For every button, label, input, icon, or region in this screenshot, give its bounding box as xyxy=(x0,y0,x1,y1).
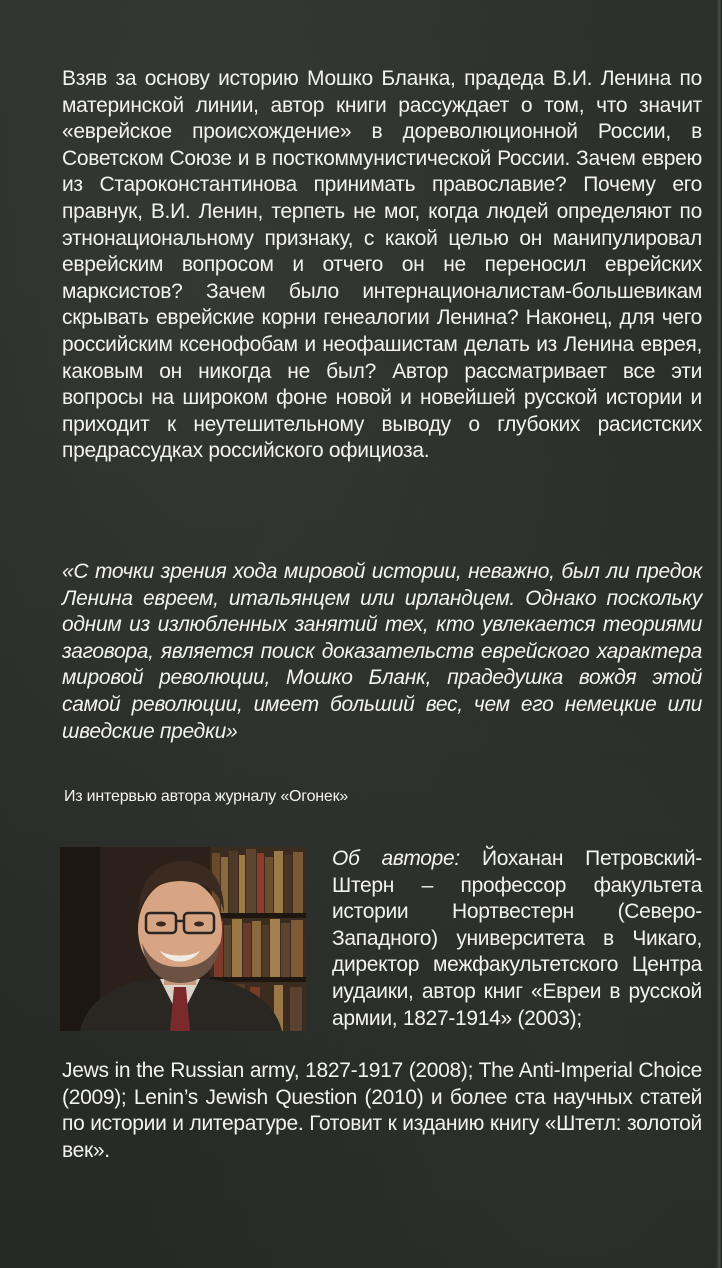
about-author-intro xyxy=(332,846,702,1032)
quote-source: Из интервью автора журналу «Огонек» xyxy=(64,788,349,805)
cover-spine-edge xyxy=(716,0,722,1268)
about-author-label: Об авторе: xyxy=(332,847,460,870)
author-quote: «С точки зрения хода мировой истории, неважно, был ли предок Ленина евреем, итальянцем или ирландцем. Однако поскольку одним из излюбленных занятий тех, кто увлекается теориями заговора, является поиск доказательств еврейского характера мировой революции, Мошко Бланк, прадедушка вождя этой самой революции, имеет больший вес, чем его немецкие или шведские предки» xyxy=(62,560,702,743)
book-annotation: Взяв за основу историю Мошко Бланка, прадеда В.И. Ленина по материнской линии, автор книги рассуждает о том, что значит «еврейское происхождение» в дореволюционной России, в Советском Союзе и в посткоммунистической России. Зачем еврею из Староконстантинова принимать православие? Почему его правнук, В.И. Ленин, терпеть не мог, когда людей определяют по этнонациональному признаку, с какой целью он манипулировал еврейским вопросом и отчего он не переносил еврейских марксистов? Зачем было интернационалистам-большевикам скрывать еврейские корни генеалогии Ленина? Наконец, для чего российским ксенофобам и неофашистам делать из Ленина еврея, каковым он никогда не был? Автор рассматривает все эти вопросы на широком фоне новой и новейшей русской истории и приходит к неутешительному выводу о глубоких расистских предрассудках российского официоза. xyxy=(62,67,702,463)
author-photo xyxy=(60,847,306,1031)
about-author-continued: Jews in the Russian army, 1827-1917 (2008); The Anti-Imperial Choice (2009); Lenin’s Jewish Question (2010) и более ста научных статей по истории и литературе. Готовит к изданию книгу «Штетл: золотой век». xyxy=(62,1059,702,1162)
about-author-text: Йоханан Петровский-Штерн – профессор факультета истории Нортвестерн (Северо-Западного) университета в Чикаго, директор межфакультетского Центра иудаики, автор книг «Евреи в русской армии, 1827-1914» (2003); xyxy=(332,847,702,1030)
